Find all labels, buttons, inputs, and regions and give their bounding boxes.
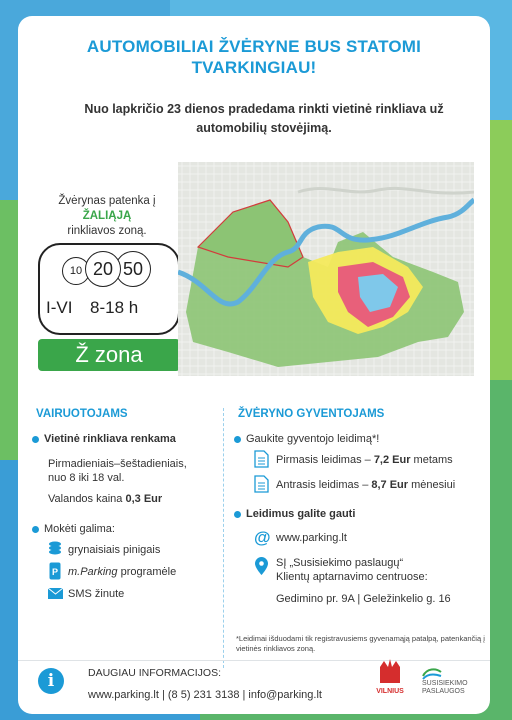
permit-title: Gaukite gyventojo leidimą*!: [246, 433, 380, 445]
vilnius-crest-icon: [377, 657, 403, 685]
bullet: [234, 511, 241, 518]
fee-hours: nuo 8 iki 18 val.: [48, 472, 125, 484]
location-pin-icon: [255, 557, 268, 575]
vilnius-logo: [368, 657, 412, 707]
permit2-label: Antrasis leidimas –: [276, 479, 372, 491]
title-line-1: AUTOMOBILIAI ŽVĖRYNE BUS STATOMI: [86, 37, 422, 56]
vilnius-text: VILNIUS: [376, 688, 404, 695]
svg-text:P: P: [51, 567, 59, 577]
bullet: [32, 436, 39, 443]
sign-value-1: 10: [62, 257, 90, 285]
parking-sign: [38, 243, 180, 335]
coins-icon: [48, 541, 62, 557]
document-icon: [254, 450, 269, 468]
drivers-header: VAIRUOTOJAMS: [36, 408, 128, 420]
sign-value-3: 50: [115, 251, 151, 287]
fee-price-row: [48, 492, 162, 506]
bullet: [32, 526, 39, 533]
contacts-line: www.parking.lt | (8 5) 231 3138 | info@parking.lt: [88, 689, 322, 701]
poster-card: [18, 16, 490, 714]
page-title: [18, 36, 490, 78]
permit1-label: Pirmasis leidimas –: [276, 454, 374, 466]
footer-divider: [18, 660, 490, 661]
title-line-2: TVARKINGIAU!: [191, 58, 317, 77]
pay-mparking: [68, 565, 176, 579]
sus-line1: SUSISIEKIMO: [422, 680, 468, 687]
sus-arrows-icon: [422, 666, 442, 680]
zone-intro: [32, 194, 182, 239]
subtitle-line-1: Nuo lapkričio 23 dienos pradedama rinkti vietinė rinkliava už: [84, 102, 444, 116]
permit2-period: mėnesiui: [408, 479, 456, 491]
column-divider: [223, 408, 225, 668]
price-value: 0,3 Eur: [125, 493, 163, 505]
envelope-icon: [48, 588, 63, 599]
at-icon: @: [254, 528, 271, 547]
fee-title: Vietinė rinkliava renkama: [44, 433, 176, 445]
bullet: [234, 436, 241, 443]
pay-sms: SMS žinute: [68, 588, 125, 600]
info-icon: i: [38, 668, 64, 694]
office-name: SĮ „Susisiekimo paslaugų“: [276, 557, 404, 569]
office-address: Gedimino pr. 9A | Geležinkelio g. 16: [276, 593, 451, 605]
permit2-price: 8,7 Eur: [371, 479, 409, 491]
zone-intro-line1: Žvėrynas patenka į: [58, 195, 156, 207]
price-label: Valandos kaina: [48, 493, 123, 505]
zone-green-word: ŽALIĄJĄ: [82, 210, 132, 222]
residents-header: ŽVĖRYNO GYVENTOJAMS: [238, 408, 385, 420]
subtitle: [78, 100, 450, 138]
pay-cash: grynaisiais pinigais: [68, 544, 161, 556]
pay-title: Mokėti galima:: [44, 523, 115, 535]
susisiekimo-logo: [422, 666, 490, 696]
permit1-period: metams: [410, 454, 453, 466]
zone-map: [178, 162, 474, 376]
sign-hours: 8-18 h: [90, 298, 139, 317]
office-centres: Klientų aptarnavimo centruose:: [276, 571, 428, 583]
map-graphic: [178, 162, 474, 376]
mparking-app: programėle: [120, 566, 177, 578]
zone-badge: Ž zona: [38, 339, 180, 371]
permit-first: [276, 453, 453, 467]
phone-p-icon: [49, 562, 61, 580]
subtitle-line-2: automobilių stovėjimą.: [196, 121, 332, 135]
footnote: *Leidimai išduodami tik registravusiems gyvenamąją patalpą, patenkančią į vietinės rinkliavos zoną.: [236, 634, 485, 653]
more-info-label: DAUGIAU INFORMACIJOS:: [88, 667, 222, 679]
mparking-name: m.Parking: [68, 566, 118, 578]
permit-web[interactable]: www.parking.lt: [276, 532, 347, 544]
permit1-price: 7,2 Eur: [373, 454, 411, 466]
sign-value-2: 20: [85, 251, 121, 287]
fee-days: Pirmadieniais–šeštadieniais,: [48, 458, 187, 470]
zone-intro-line3: rinkliavos zoną.: [67, 225, 147, 237]
sign-days: I-VI: [46, 298, 73, 317]
get-title: Leidimus galite gauti: [246, 508, 356, 520]
sus-line2: PASLAUGOS: [422, 688, 465, 695]
document-icon: [254, 475, 269, 493]
permit-second: [276, 478, 455, 492]
